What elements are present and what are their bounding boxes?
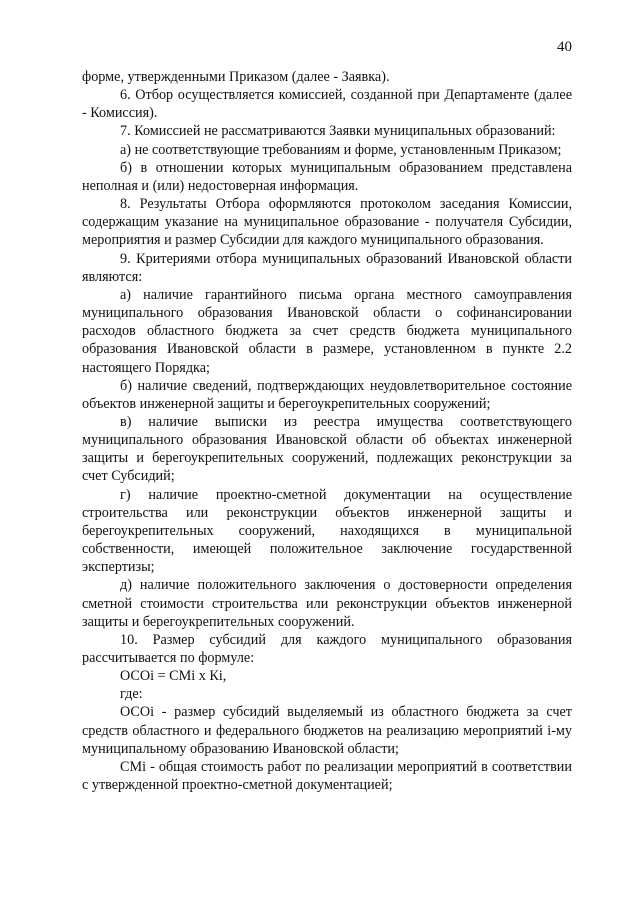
paragraph-item-9b: б) наличие сведений, подтверждающих неудовлетворительное состояние объектов инженерной защиты и берегоукрепительных сооружений; [82, 377, 572, 412]
formula-where: где: [120, 686, 143, 703]
paragraph-item-7b: б) в отношении которых муниципальным образованием представлена неполная и (или) недостоверная информация. [82, 159, 572, 194]
paragraph-item-9c: в) наличие выписки из реестра имущества соответствующего муниципального образования Ивановской области об объектах инженерной защиты и берегоукрепительных сооружений, подлежащих реконструкции за счет Субсидий; [82, 413, 572, 485]
document-body [82, 68, 572, 794]
paragraph-item-6: 6. Отбор осуществляется комиссией, созданной при Департаменте (далее - Комиссия). [82, 87, 572, 122]
formula: ОСОi = СМi x Кi, [120, 668, 227, 685]
paragraph-item-8: 8. Результаты Отбора оформляются протоколом заседания Комиссии, содержащим указание на муниципальное образование - получателя Субсидии, мероприятия и размер Субсидии для каждого муниципального образования. [82, 196, 572, 249]
paragraph-item-7a: а) не соответствующие требованиям и форме, установленным Приказом; [120, 141, 562, 158]
paragraph-item-7: 7. Комиссией не рассматриваются Заявки муниципальных образований: [120, 123, 556, 140]
page-number: 40 [557, 39, 572, 55]
paragraph-item-9: 9. Критериями отбора муниципальных образований Ивановской области являются: [82, 250, 572, 285]
paragraph-item-9e: д) наличие положительного заключения о достоверности определения сметной стоимости строительства или реконструкции объектов инженерной защиты и берегоукрепительных сооружений. [82, 577, 572, 630]
paragraph-continuation: форме, утвержденными Приказом (далее - Заявка). [82, 69, 390, 85]
definition-cm: СМi - общая стоимость работ по реализации мероприятий в соответствии с утвержденной проектно-сметной документацией; [82, 758, 572, 794]
paragraph-item-9d: г) наличие проектно-сметной документации на осуществление строительства или реконструкции объектов инженерной защиты и берегоукрепительных сооружений, находящихся в муниципальной собственности, имеющей положительное заключение государственной экспертизы; [82, 486, 572, 576]
paragraph-item-10: 10. Размер субсидий для каждого муниципального образования рассчитывается по формуле: [82, 631, 572, 666]
definition-oso: ОСОi - размер субсидий выделяемый из областного бюджета за счет средств областного и федерального бюджетов на реализацию мероприятий i-му муниципальному образованию Ивановской области; [82, 704, 572, 757]
paragraph-item-9a: а) наличие гарантийного письма органа местного самоуправления муниципального образования Ивановской области о софинансировании расходов областного бюджета за счет средств бюджета муниципального образования Ивановской области в размере, установленном в пункте 2.2 настоящего Порядка; [82, 286, 572, 376]
